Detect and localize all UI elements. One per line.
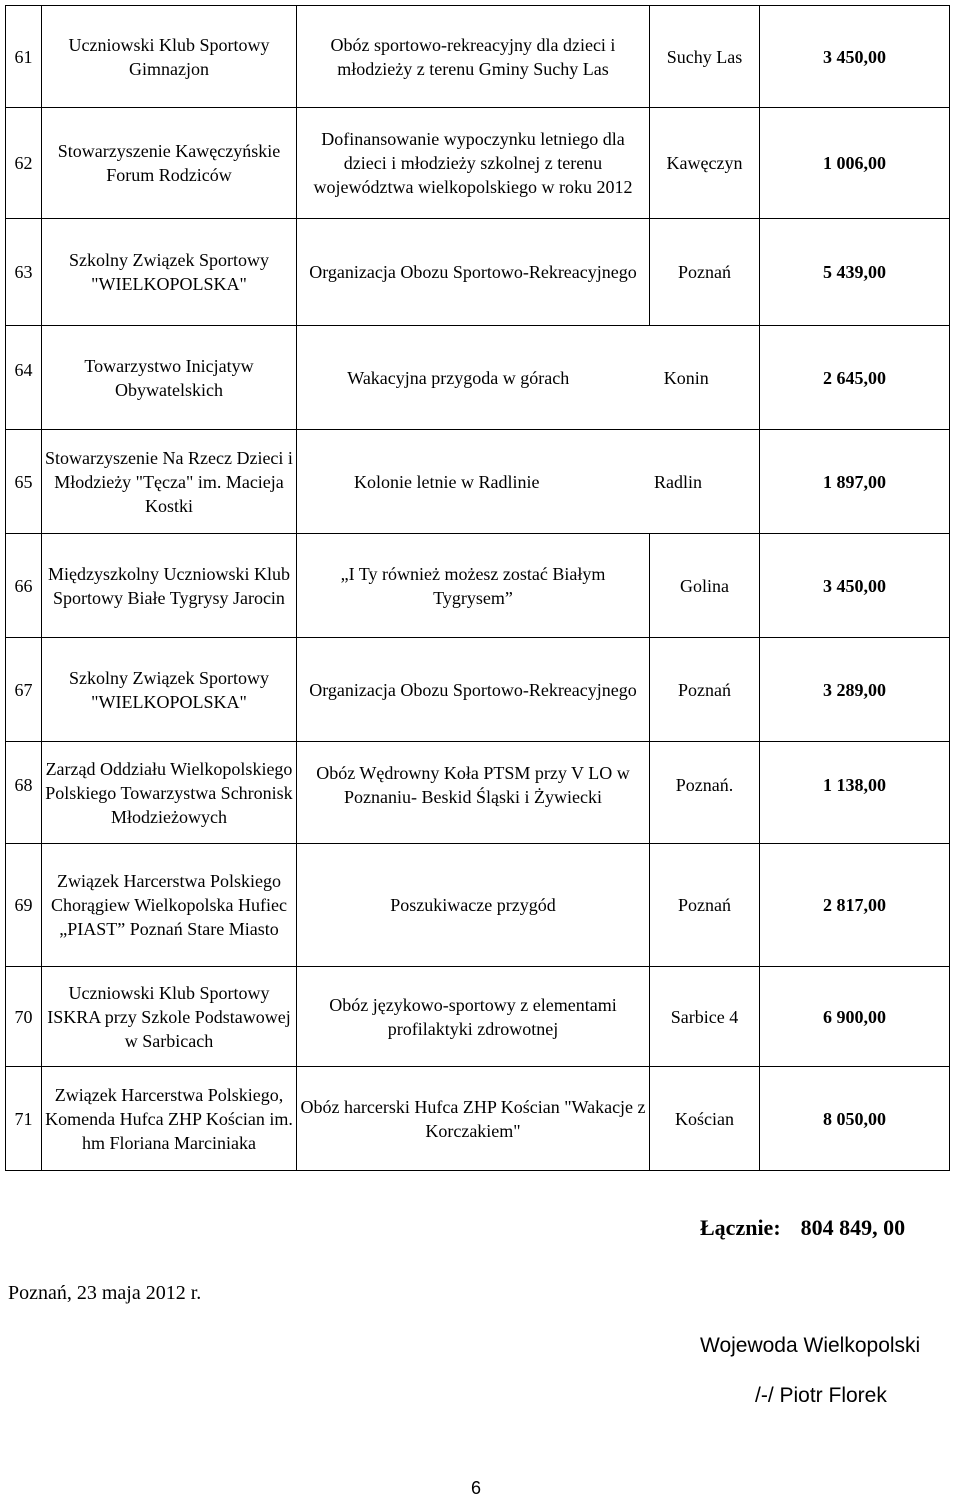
organization-name: Towarzystwo Inicjatyw Obywatelskich [42,326,297,430]
grant-amount: 6 900,00 [760,967,950,1067]
organization-name: Związek Harcerstwa Polskiego Chorągiew Wielkopolska Hufiec „PIAST” Poznań Stare Miasto [42,844,297,967]
organization-name: Stowarzyszenie Kawęczyńskie Forum Rodziców [42,108,297,219]
organization-name: Szkolny Związek Sportowy "WIELKOPOLSKA" [42,638,297,742]
grant-amount: 1 006,00 [760,108,950,219]
table-row [6,1067,950,1171]
place-and-date: Poznań, 23 maja 2012 r. [8,1282,202,1304]
organization-name: Międzyszkolny Uczniowski Klub Sportowy Białe Tygrysy Jarocin [42,534,297,638]
grant-amount: 1 897,00 [760,430,950,534]
grant-amount: 3 289,00 [760,638,950,742]
city-name: Sarbice 4 [650,967,760,1067]
city-name: Kościan [650,1067,760,1171]
row-number: 70 [6,967,42,1067]
grant-amount: 2 817,00 [760,844,950,967]
task-title: Obóz harcerski Hufca ZHP Kościan "Wakacje z Korczakiem" [297,1067,650,1171]
organization-name: Uczniowski Klub Sportowy Gimnazjon [42,6,297,108]
table-row [6,534,950,638]
grant-amount: 2 645,00 [760,326,950,430]
table-row [6,967,950,1067]
task-title: Dofinansowanie wypoczynku letniego dla dzieci i młodzieży szkolnej z terenu województwa wielkopolskiego w roku 2012 [297,108,650,219]
row-number: 66 [6,534,42,638]
grant-amount: 3 450,00 [760,6,950,108]
task-and-city [297,326,760,430]
task-title: „I Ty również możesz zostać Białym Tygrysem” [297,534,650,638]
grant-amount: 8 050,00 [760,1067,950,1171]
city-name: Suchy Las [650,6,760,108]
signatory-office: Wojewoda Wielkopolski [700,1334,921,1357]
row-number: 61 [6,6,42,108]
city-name: Kawęczyn [650,108,760,219]
table-row [6,108,950,219]
total-value: 804 849, 00 [800,1215,906,1240]
organization-name: Związek Harcerstwa Polskiego, Komenda Hufca ZHP Kościan im. hm Floriana Marciniaka [42,1067,297,1171]
total-label: Łącznie: [700,1215,781,1240]
task-and-city [297,430,760,534]
row-number: 63 [6,219,42,326]
grants-table [5,5,950,1171]
table-row [6,638,950,742]
task-title: Wakacyjna przygoda w górach [347,367,570,388]
table-row [6,742,950,844]
organization-name: Szkolny Związek Sportowy "WIELKOPOLSKA" [42,219,297,326]
total-line [700,1215,905,1241]
table-row [6,219,950,326]
table-row [6,844,950,967]
row-number: 67 [6,638,42,742]
table-row [6,430,950,534]
row-number: 68 [6,742,42,844]
task-title: Obóz Wędrowny Koła PTSM przy V LO w Poznaniu- Beskid Śląski i Żywiecki [297,742,650,844]
city-name: Golina [650,534,760,638]
table-row [6,326,950,430]
organization-name: Stowarzyszenie Na Rzecz Dzieci i Młodzieży "Tęcza" im. Macieja Kostki [42,430,297,534]
grant-amount: 5 439,00 [760,219,950,326]
organization-name: Uczniowski Klub Sportowy ISKRA przy Szkole Podstawowej w Sarbicach [42,967,297,1067]
row-number: 64 [6,326,42,430]
row-number: 62 [6,108,42,219]
task-title: Kolonie letnie w Radlinie [354,471,540,492]
signatory-name: /-/ Piotr Florek [755,1384,887,1407]
page-number: 6 [471,1478,482,1498]
task-title: Organizacja Obozu Sportowo-Rekreacyjnego [297,638,650,742]
grant-amount: 1 138,00 [760,742,950,844]
task-title: Obóz językowo-sportowy z elementami profilaktyki zdrowotnej [297,967,650,1067]
city-name: Poznań. [650,742,760,844]
city-name: Konin [663,367,709,388]
city-name: Poznań [650,638,760,742]
row-number: 69 [6,844,42,967]
organization-name: Zarząd Oddziału Wielkopolskiego Polskiego Towarzystwa Schronisk Młodzieżowych [42,742,297,844]
row-number: 65 [6,430,42,534]
task-title: Organizacja Obozu Sportowo-Rekreacyjnego [297,219,650,326]
grant-amount: 3 450,00 [760,534,950,638]
table-row [6,6,950,108]
task-title: Poszukiwacze przygód [297,844,650,967]
task-title: Obóz sportowo-rekreacyjny dla dzieci i młodzieży z terenu Gminy Suchy Las [297,6,650,108]
row-number: 71 [6,1067,42,1171]
city-name: Poznań [650,219,760,326]
city-name: Poznań [650,844,760,967]
city-name: Radlin [653,471,702,492]
